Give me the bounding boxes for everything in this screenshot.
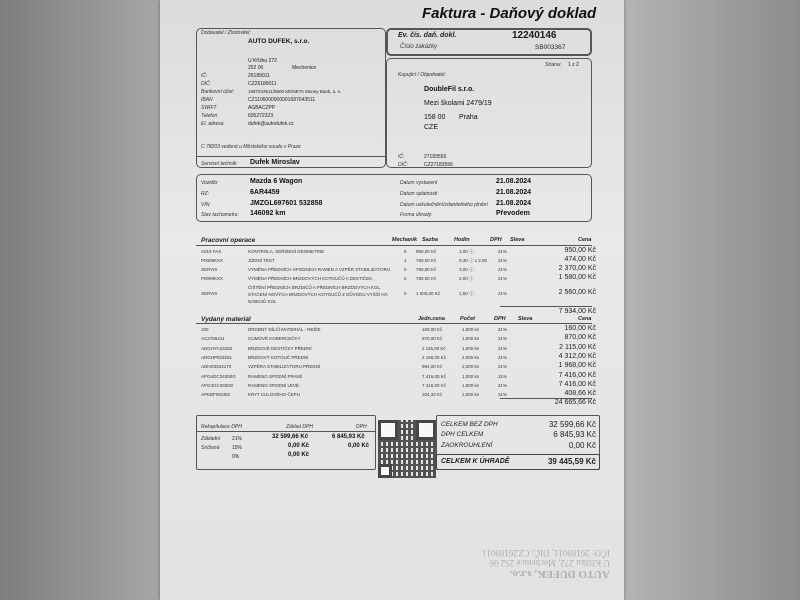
work-rate: 790,00 Kč <box>416 276 437 281</box>
material-unit-price: 204,33 Kč <box>422 392 443 398</box>
supplier-register: C 78203 vedená u Městského soudu v Praze <box>201 144 301 150</box>
material-code: APKBFW3452 <box>201 392 231 398</box>
supplier-city: Mechenice <box>292 65 317 71</box>
supplier-header: Dodavatel / Zhotovitel: <box>201 30 251 36</box>
stamp-line: IČO: 26189011, DIČ: CZ26189011 <box>482 548 610 558</box>
grand-total-label: CELKEM K ÚHRADĚ <box>441 458 510 465</box>
supplier-ico: 26189011 <box>248 73 270 79</box>
work-mech: 5 <box>404 291 407 296</box>
work-rate: 790,00 Kč <box>416 267 437 272</box>
vat-row-name: Základní <box>201 436 221 442</box>
material-vat: 21% <box>498 354 508 360</box>
material-qty: 2,000 ks <box>462 354 480 360</box>
material-unit-price: 984,00 Kč <box>422 364 443 370</box>
work-col-discount: Sleva <box>510 237 525 243</box>
materials-col-unit-price: Jedn.cena <box>418 316 445 322</box>
rounding-label: ZAOKROUHLENÍ <box>441 442 493 449</box>
divider <box>196 156 386 157</box>
work-mech: 5 <box>404 249 407 254</box>
material-vat: 21% <box>498 327 508 332</box>
material-vat: 21% <box>498 373 508 379</box>
work-header: Pracovní operace <box>201 237 256 244</box>
material-desc: BRZDOVÝ KOTOUČ PŘEDNÍ <box>248 354 309 360</box>
rounding: 0,00 Kč <box>568 441 596 450</box>
technician-label: Servisní technik: <box>201 161 238 167</box>
material-price: 4 312,00 Kč <box>558 352 596 360</box>
payment-method: Převodem <box>496 210 530 217</box>
work-hours: 2,00 ⓘ <box>459 276 474 281</box>
work-desc: ČIŠTĚNÍ PŘEDNÍCH BRZDIČŮ A PŘEDNÍCH BRZDOVÝCH KOL. STAČENÍ NOVÝCH BRZDOVÝCH KOTOUČŮ Z DŮVODU VYŠŠÍ HÁ NÁBOJŮ KOL <box>248 285 388 304</box>
vehicle-label: Vozidlo: <box>201 180 219 186</box>
material-price: 408,66 Kč <box>564 390 596 398</box>
customer-ico-label: IČ: <box>398 154 405 160</box>
work-code: P0099KXX <box>201 276 224 281</box>
work-desc: JÍZDNÍ TEST <box>248 258 275 263</box>
grand-total: 39 445,59 Kč <box>547 457 596 466</box>
stamp-line: U Křížku 272, Mechenice 252 06 <box>489 558 610 568</box>
work-code: P0009KXX <box>201 258 224 263</box>
material-price: 160,00 Kč <box>564 325 596 332</box>
work-vat: 21% <box>498 249 508 254</box>
material-qty: 2,000 ks <box>462 364 480 370</box>
rz-value: 6AR4459 <box>250 189 280 196</box>
materials-subtotal: 24 665,66 Kč <box>554 399 596 406</box>
material-vat: 21% <box>498 382 508 388</box>
material-desc: BRZDOVÉ DESTIČKY PŘEDNÍ <box>248 345 312 351</box>
supplier-email-label: El. adresa <box>201 121 224 127</box>
vat-row-base: 32 599,66 Kč <box>272 434 309 440</box>
work-col-price: Cena <box>578 237 592 243</box>
ev-cis-label: Ev. čís. daň. dokl. <box>398 32 457 39</box>
supplier-bank-label: Bankovní účet: <box>201 89 235 95</box>
vat-row-rate: 15% <box>232 445 243 451</box>
material-qty: 1,000 ks <box>462 327 480 332</box>
work-mech: 5 <box>404 276 407 281</box>
supplier-bank: 1687043511/0600 MONETA Money Bank, a. s. <box>248 89 342 94</box>
work-mech: 1 <box>404 258 407 263</box>
work-vat: 21% <box>498 258 508 263</box>
work-rate: 790,00 Kč <box>416 258 437 263</box>
supplier-zip: 252 06 <box>248 65 264 71</box>
materials-col-price: Cena <box>578 316 592 322</box>
duzp-date: 21.08.2024 <box>496 200 532 207</box>
material-vat: 21% <box>498 392 508 398</box>
customer-name: DoubleFil s.r.o. <box>424 86 475 93</box>
issue-date-label: Datum vystavení <box>400 180 438 186</box>
customer-dic: CZ27183556 <box>424 162 453 168</box>
material-code: ADGHYA3328Z <box>201 345 233 351</box>
work-col-mechanic: Mechanik <box>392 237 418 243</box>
total-net-label: CELKEM BEZ DPH <box>441 421 498 428</box>
work-vat: 21% <box>498 291 508 296</box>
issue-date: 21.08.2024 <box>496 178 532 185</box>
material-desc: DROBNÝ DÍLČÍ MATERIÁL - REŽIE <box>248 327 321 332</box>
materials-col-discount: Sleva <box>518 316 533 322</box>
background-left <box>0 0 160 600</box>
customer-country: CZE <box>424 124 438 131</box>
work-code: SERVIS <box>201 291 218 296</box>
supplier-phone-label: Telefon <box>201 113 218 119</box>
work-hours: 1,00 ⓘ <box>459 249 474 254</box>
work-rate: 1 600,00 Kč <box>416 291 441 296</box>
work-hours: 0,30 ⓘ x 2,00 <box>459 258 488 263</box>
payment-label: Forma úhrady: <box>400 212 433 218</box>
work-code: SERVIS <box>201 267 218 272</box>
odometer-label: Stav tachometru: <box>201 212 239 218</box>
customer-street: Mezi školami 2479/19 <box>424 100 492 107</box>
due-date: 21.08.2024 <box>496 189 532 196</box>
customer-zip: 158 00 <box>424 114 446 121</box>
vat-col-tax: DPH <box>356 424 367 430</box>
material-vat: 21% <box>498 345 508 351</box>
materials-col-qty: Počet <box>460 316 475 322</box>
vat-recap-header: Rekapitulace DPH <box>201 424 242 430</box>
material-vat: 21% <box>498 364 508 370</box>
material-qty: 1,000 ks <box>462 382 480 388</box>
company-stamp <box>460 530 610 580</box>
supplier-street: U Křížku 272 <box>248 58 277 64</box>
material-unit-price: 7 416,00 Kč <box>422 382 447 388</box>
supplier-ico-label: IČ: <box>201 73 208 79</box>
material-price: 870,00 Kč <box>564 334 596 342</box>
work-col-vat: DPH <box>490 237 502 243</box>
work-desc: KONTROLA, SEŘÍZENÍ GEOMETRIE <box>248 249 325 254</box>
work-vat: 21% <box>498 267 508 272</box>
customer-dic-label: DIČ: <box>398 162 408 168</box>
supplier-swift-label: SWIFT <box>201 105 217 111</box>
work-subtotal-line <box>500 306 592 307</box>
due-date-label: Datum splatnosti <box>400 191 438 197</box>
supplier-email: dufek@autodufek.cz <box>248 121 294 127</box>
order-number: SB003367 <box>535 44 566 51</box>
page-label: Strana: <box>545 62 562 68</box>
material-qty: 1,000 ks <box>462 345 480 351</box>
work-code: A019 FAX <box>201 249 222 254</box>
document-title: Faktura - Daňový doklad <box>422 5 597 22</box>
supplier-swift: AGBACZPP <box>248 105 276 111</box>
materials-col-vat: DPH <box>494 316 506 322</box>
material-desc: KRYT KULOVÉHO ČEPU <box>248 392 300 398</box>
work-hours: 1,60 ⓘ <box>459 291 474 296</box>
total-vat: 6 845,93 Kč <box>553 430 596 439</box>
work-price: 950,00 Kč <box>564 247 596 254</box>
material-qty: 1,000 ks <box>462 373 480 379</box>
material-unit-price: 2 115,00 Kč <box>422 345 446 351</box>
stamp-line: AUTO DUFEK, s.r.o. <box>509 568 610 580</box>
material-desc: RAMENO SPODNÍ PRAVÉ <box>248 373 303 379</box>
payment-qr-code <box>378 420 436 478</box>
material-price: 1 968,00 Kč <box>558 362 596 370</box>
work-price: 2 560,00 Kč <box>558 289 596 296</box>
material-desc: VZPĚRA STABILIZÁTORU PŘEDNÍ <box>248 364 321 370</box>
work-hours: 3,00 ⓘ <box>459 267 474 272</box>
vehicle-model: Mazda 6 Wagon <box>250 178 303 185</box>
total-net: 32 599,66 Kč <box>548 420 596 429</box>
vat-row-base: 0,00 Kč <box>288 452 310 458</box>
work-rate: 950,00 Kč <box>416 249 437 254</box>
material-unit-price: 160,00 Kč <box>422 327 443 332</box>
work-mech: 5 <box>404 267 407 272</box>
vat-header-line <box>196 431 376 432</box>
vat-row-rate: 21% <box>232 436 243 442</box>
technician-name: Dufek Miroslav <box>250 159 300 166</box>
customer-ico: 27183556 <box>424 154 447 160</box>
supplier-dic-label: DIČ: <box>201 81 211 87</box>
material-unit-price: 870,00 Kč <box>422 336 443 342</box>
duzp-label: Datum uskutečnění/zdanitelného plnění <box>400 202 488 208</box>
work-col-rate: Sazba <box>422 237 438 243</box>
work-desc: VÝMĚNA PŘEDNÍCH BRZDOVÝCH KOTOUČŮ A DESTIČEK, <box>248 276 374 281</box>
page-number: 1 z 2 <box>568 62 579 68</box>
ev-cis-value: 12240146 <box>512 30 557 41</box>
work-price: 474,00 Kč <box>564 256 596 263</box>
material-price: 7 416,00 Kč <box>558 371 596 379</box>
supplier-iban: CZ1106000000001687043511 <box>248 97 316 103</box>
vat-col-base: Základ DPH <box>286 424 313 430</box>
vin-value: JMZGL697601 532858 <box>250 200 323 207</box>
work-desc: VÝMĚNA PŘEDNÍCH SPODNÍCH RAMEN A VZPĚR STABILIZÁTORU <box>248 267 391 272</box>
material-unit-price: 7 416,00 Kč <box>422 373 447 379</box>
material-code: ADHD3534170 <box>201 364 232 370</box>
work-subtotal: 7 934,00 Kč <box>558 308 596 315</box>
work-price: 2 370,00 Kč <box>558 265 596 272</box>
material-qty: 1,000 ks <box>462 336 480 342</box>
material-vat: 21% <box>498 336 508 342</box>
supplier-phone: 605272323 <box>248 113 274 119</box>
supplier-iban-label: IBAN <box>201 97 213 103</box>
vat-row-tax: 0,00 Kč <box>348 443 370 449</box>
material-qty: 2,000 ks <box>462 392 480 398</box>
supplier-dic: CZ26189011 <box>248 81 277 87</box>
odometer-value: 146092 km <box>250 210 286 217</box>
material-price: 7 416,00 Kč <box>558 380 596 388</box>
material-code: AC2766411 <box>201 336 225 342</box>
material-unit-price: 2 156,00 Kč <box>422 354 447 360</box>
vat-row-tax: 6 845,93 Kč <box>332 434 365 440</box>
total-vat-label: DPH CELKEM <box>441 431 484 438</box>
customer-city: Praha <box>459 114 478 121</box>
rz-label: RZ: <box>201 191 210 197</box>
material-code: ADGHP933251 <box>201 354 233 360</box>
material-code: 100 <box>201 327 209 332</box>
work-price: 1 580,00 Kč <box>558 274 596 281</box>
order-number-label: Číslo zakázky <box>400 44 438 50</box>
work-header-line <box>196 245 592 246</box>
customer-header: Kupující / Objednatel: <box>398 72 446 78</box>
material-desc: GUMOVÉ KOBERCEČKY <box>248 336 301 342</box>
work-vat: 21% <box>498 276 508 281</box>
material-price: 2 115,00 Kč <box>559 343 596 351</box>
vat-row-name: Snížená <box>201 445 220 451</box>
material-desc: RAMENO SPODNÍ LEVÉ <box>248 382 300 388</box>
background-right <box>622 0 800 600</box>
vat-row-base: 0,00 Kč <box>288 443 310 449</box>
material-code: APG4GC34300G <box>201 373 236 379</box>
invoice-paper <box>160 0 624 600</box>
vin-label: VIN: <box>201 202 211 208</box>
supplier-name: AUTO DUFEK, s.r.o. <box>248 38 310 45</box>
materials-header-line <box>196 323 592 324</box>
materials-header: Vydaný materiál <box>201 316 251 323</box>
work-col-hours: Hodin <box>454 237 470 243</box>
material-code: APG4GC3450G <box>201 382 234 388</box>
vat-row-rate: 0% <box>232 454 240 460</box>
